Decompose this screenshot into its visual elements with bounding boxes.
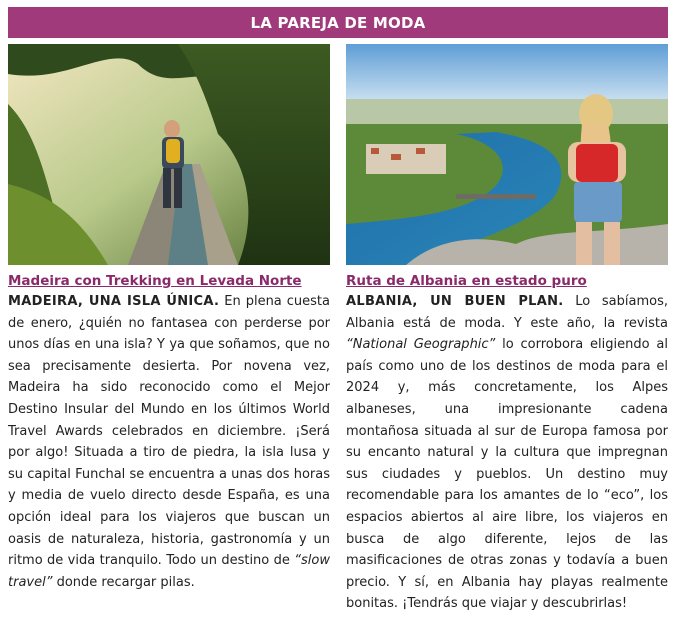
banner-title: LA PAREJA DE MODA xyxy=(250,13,426,32)
madeira-body xyxy=(8,291,330,593)
madeira-lead: MADEIRA, UNA ISLA ÚNICA. xyxy=(8,294,220,309)
albania-text-1: Lo sabíamos, Albania está de moda. Y este año, la revista xyxy=(346,294,668,331)
madeira-text-2: donde recargar pilas. xyxy=(52,574,195,590)
albania-headline-link[interactable]: Ruta de Albania en estado puro xyxy=(346,273,587,289)
albania-body xyxy=(346,291,668,615)
albania-lead: ALBANIA, UN BUEN PLAN. xyxy=(346,294,564,309)
madeira-italic: “slow travel” xyxy=(8,553,330,590)
albania-italic: “National Geographic” xyxy=(346,337,496,353)
article-madeira xyxy=(8,44,330,593)
albania-text-2: lo corrobora eligiendo al país como uno de los destinos de moda para el 2024 y, más concretamente, los Alpes albaneses, una impresionante cadena montañosa situada al sur de Europa famosa por su encanto natural y la cultura que impregnan sus ciudades y pueblos. Un destino muy recomendable para los amantes de lo “eco”, los espacios abiertos al aire libre, los viajeros en busca de algo diferente, lejos de las masificaciones de otras zonas y todavía a buen precio. Y sí, en Albania hay playas realmente bonitas. ¡Tendrás que viajar y descubrirlas! xyxy=(346,337,668,612)
article-albania xyxy=(346,44,668,615)
albania-river-photo[interactable] xyxy=(346,44,668,265)
madeira-text-1: En plena cuesta de enero, ¿quién no fantasea con perderse por unos días en una isla? Y ya que soñamos, que no sea precisamente desierta. Por novena vez, Madeira ha sido reconocido como el Mejor Destino Insular del Mundo en los últimos World Travel Awards celebrados en diciembre. ¡Será por algo! Situada a tiro de piedra, la isla lusa y su capital Funchal se encuentra a unas dos horas y media de vuelo directo desde España, es una opción ideal para los viajeros que buscan un oasis de naturaleza, historia, gastronomía y un ritmo de vida tranquilo. Todo un destino de xyxy=(8,294,330,569)
section-banner xyxy=(8,7,668,38)
madeira-headline-link[interactable]: Madeira con Trekking en Levada Norte xyxy=(8,273,302,289)
madeira-levada-photo[interactable] xyxy=(8,44,330,265)
